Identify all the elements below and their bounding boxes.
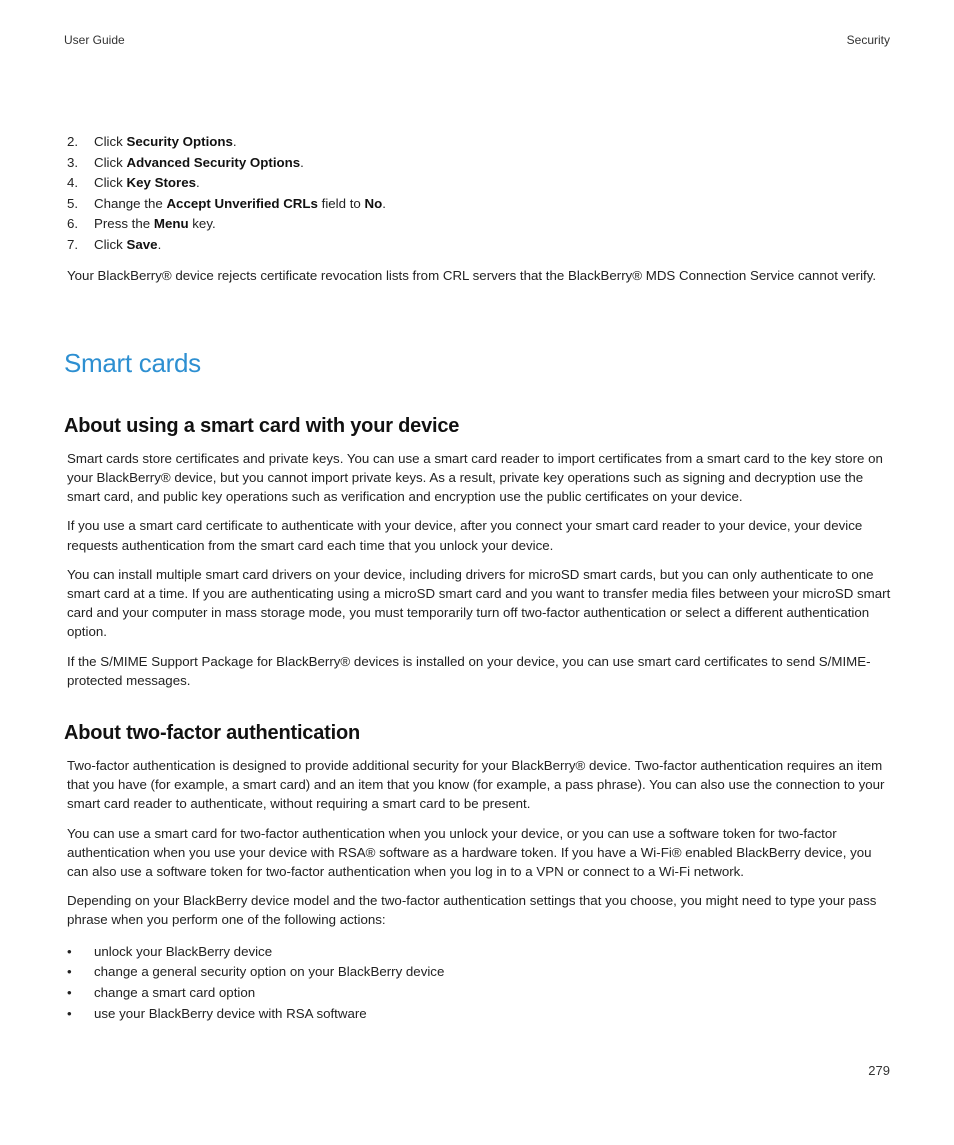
action-list (64, 942, 892, 1025)
bullet-icon: • (67, 985, 72, 1001)
step-item: 7. Click Save. (67, 236, 162, 252)
body-paragraph: If you use a smart card certificate to authenticate with your device, after you connect your smart card reader to your device, your device requests authentication from the smart card each time that you unlock your device. (67, 518, 863, 553)
bullet-icon: • (67, 1005, 72, 1021)
step-item: 2. Click Security Options. (67, 134, 237, 149)
two-factor-heading: About two-factor authentication (64, 722, 360, 744)
result-paragraph: Your BlackBerry® device rejects certificate revocation lists from CRL servers that the BlackBerry® MDS Connection Service cannot verify. (67, 267, 877, 283)
list-item: • change a smart card option (64, 983, 892, 1004)
body-paragraph: Depending on your BlackBerry device model and the two-factor authentication settings that you choose, you might need to type your pass phrase when you perform one of the following actions: (67, 893, 877, 928)
running-header-section: Security (846, 33, 890, 47)
page-number: 279 (868, 1063, 890, 1078)
step-item: 4. Click Key Stores. (67, 175, 200, 191)
list-item: • change a general security option on your BlackBerry device (64, 962, 892, 983)
step-item: 6. Press the Menu key. (67, 216, 216, 232)
step-item: 3. Click Advanced Security Options. (67, 154, 304, 170)
bullet-icon: • (67, 943, 72, 959)
body-paragraph: You can use a smart card for two-factor authentication when you unlock your device, or you can use a software token for two-factor authentication when you use your device with RSA® software as a hardware token. If you have a Wi-Fi® enabled BlackBerry device, you can also use a software token for two-factor authentication when you log in to a VPN or connect to a Wi-Fi network. (67, 825, 872, 880)
page-content (64, 132, 892, 1024)
running-header-title: User Guide (64, 33, 125, 47)
bullet-icon: • (67, 964, 72, 980)
body-paragraph: You can install multiple smart card drivers on your device, including drivers for microSD smart cards, but you can only authenticate to one smart card at a time. If you are authenticating using a microSD smart card and you want to transfer media files between your microSD smart card and your computer in mass storage mode, you must temporarily turn off two-factor authentication or select a different authentication option. (67, 566, 891, 640)
procedure-steps (64, 132, 892, 256)
list-item: • use your BlackBerry device with RSA software (64, 1004, 892, 1025)
smart-card-heading: About using a smart card with your device (64, 414, 460, 437)
body-paragraph: If the S/MIME Support Package for BlackBerry® devices is installed on your device, you can use smart card certificates to send S/MIME-protected messages. (67, 653, 871, 688)
body-paragraph: Two-factor authentication is designed to provide additional security for your BlackBerry® device. Two-factor authentication requires an item that you have (for example, a smart card) and an item that you know (for example, a pass phrase). You can also use the connection to your smart card reader to authenticate, without requiring a smart card to be present. (67, 758, 885, 812)
list-item: • unlock your BlackBerry device (64, 942, 892, 963)
body-paragraph: Smart cards store certificates and private keys. You can use a smart card reader to import certificates from a smart card to the key store on your BlackBerry® device, but you cannot import private keys. As a result, private key operations such as signing and decryption use the smart card, and public key operations such as verification and encryption use the public certificates on your device. (67, 450, 883, 505)
section-title: Smart cards (64, 347, 201, 378)
step-item: 5. Change the Accept Unverified CRLs field to No. (67, 195, 386, 211)
